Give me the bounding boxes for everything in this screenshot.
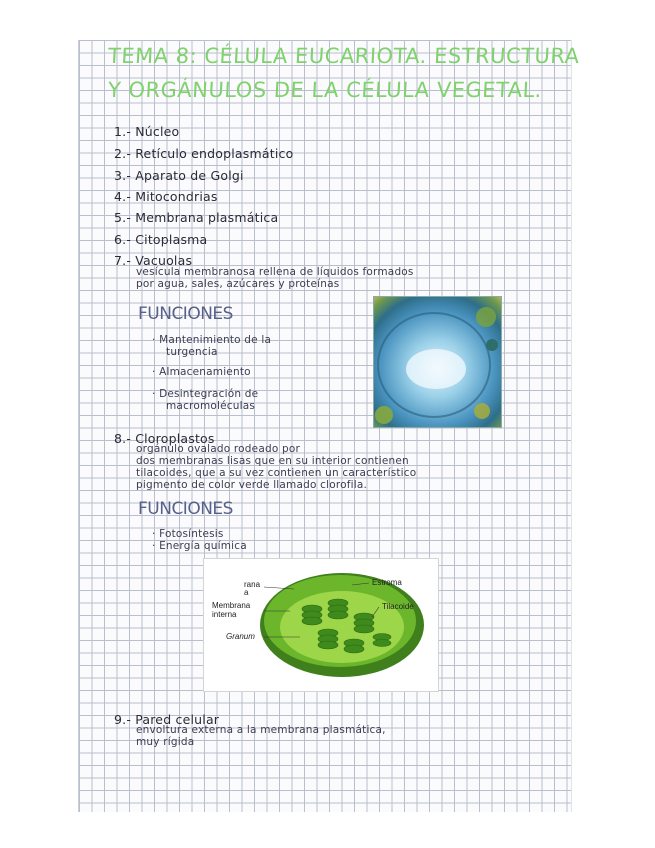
label-membrana-interna: Membrana interna	[212, 601, 251, 619]
list-item-label: Aparato de Golgi	[135, 168, 244, 183]
list-item-number: 4.-	[114, 189, 132, 204]
vacuolas-funcion: · Almacenamiento	[152, 366, 251, 378]
cloroplastos-funcion: · Energía química	[152, 540, 247, 552]
list-item-label: Membrana plasmática	[135, 210, 279, 225]
list-item-number: 6.-	[114, 232, 132, 247]
list-item-number: 3.-	[114, 168, 132, 183]
list-item-number: 1.-	[114, 124, 132, 139]
list-item-label: Vacuolas	[135, 253, 193, 268]
vacuolas-desc-line1: vesícula membranosa rellena de líquidos formados	[136, 266, 414, 278]
vacuolas-desc-line2: por agua, sales, azúcares y proteínas	[136, 278, 340, 290]
page-title-line1: TEMA 8: CÉLULA EUCARIOTA. ESTRUCTURA	[107, 44, 581, 68]
cloroplastos-heading: 8.- Cloroplastos	[114, 431, 215, 446]
chloroplast-diagram	[203, 558, 439, 692]
list-item	[114, 146, 293, 161]
vacuolas-funcion: · Desintegración de	[152, 388, 259, 400]
list-item-label: Mitocondrias	[135, 189, 218, 204]
vacuolas-funcion: · Mantenimiento de la	[152, 334, 272, 346]
label-estroma: Estroma	[372, 578, 402, 587]
list-item-label: Núcleo	[135, 124, 180, 139]
cloroplastos-funcion: · Fotosíntesis	[152, 528, 224, 540]
cloroplastos-funciones-heading: FUNCIONES	[138, 499, 233, 519]
list-item-number: 5.-	[114, 210, 132, 225]
cloroplastos-desc-line3: tilacoides, que a su vez contienen un característico	[136, 467, 417, 479]
list-item-number: 7.-	[114, 253, 132, 268]
vacuolas-funciones-heading: FUNCIONES	[138, 304, 233, 324]
page-title-line2: Y ORGÁNULOS DE LA CÉLULA VEGETAL.	[107, 78, 543, 102]
label-tilacoide: Tilacoide	[382, 602, 414, 611]
pared-desc-line2: muy rígida	[136, 736, 195, 748]
vacuolas-funcion: turgencia	[166, 346, 218, 358]
label-membrana-externa: rana a	[244, 580, 261, 597]
cloroplastos-desc-line1: orgánulo ovalado rodeado por	[136, 443, 300, 455]
list-item	[114, 168, 244, 183]
list-item-number: 2.-	[114, 146, 132, 161]
list-item	[114, 232, 207, 247]
list-item	[114, 124, 179, 139]
vacuolas-funcion: macromoléculas	[166, 400, 256, 412]
list-item-label: Retículo endoplasmático	[135, 146, 294, 161]
list-item	[114, 210, 278, 225]
pared-desc-line1: envoltura externa a la membrana plasmática,	[136, 724, 386, 736]
label-granum: Granum	[226, 632, 255, 641]
cloroplastos-desc-line2: dos membranas lisas que en su interior contienen	[136, 455, 409, 467]
list-item-label: Citoplasma	[135, 232, 208, 247]
vacuole-image	[373, 296, 502, 428]
list-item	[114, 189, 218, 204]
pared-heading: 9.- Pared celular	[114, 712, 220, 727]
cloroplastos-desc-line4: pigmento de color verde llamado clorofila.	[136, 479, 368, 491]
